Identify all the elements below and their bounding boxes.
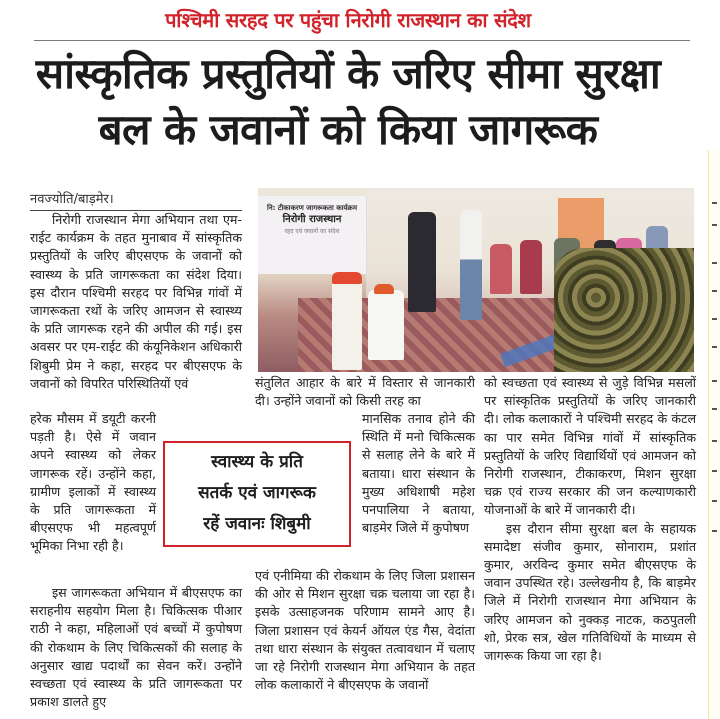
dateline: नवज्योति/बाड़मेर।: [30, 191, 242, 211]
photo-performer-turban: [332, 272, 362, 284]
photo-musician: [368, 290, 404, 360]
photo-musician-turban: [374, 284, 394, 294]
column-1-narrow: [30, 410, 156, 556]
col2-paragraph-narrow: मानसिक तनाव होने की स्थिति में मनो चिकित्सक से सलाह लेने के बारे में बताया। धारा संस्थान के मुख्य अधिशाषी महेश पनपालिया ने बताया, बाड़मेर जिले में कुपोषण: [362, 411, 475, 536]
column-1-top: [30, 211, 242, 393]
photo-speaker-casual: [460, 210, 482, 320]
edge-mark: [712, 500, 717, 502]
article-photo: [258, 188, 694, 372]
kicker-divider: [34, 40, 690, 41]
photo-audience-2: [520, 240, 542, 294]
edge-mark: [712, 262, 717, 264]
col1-paragraph-1-continued: हरेक मौसम में डयूटी करनी पड़ती है। ऐसे में जवान अपने स्वास्थ्य को लेकर जागरूक रहें। उन्होंने कहा, ग्रामीण इलाकों में स्वास्थ्य के प्रति जागरूकता में बीएसएफ भी महत्वपूर्ण भूमिका निभा रही है।: [30, 411, 156, 554]
edge-mark: [712, 470, 717, 472]
col2-paragraph-top: संतुलित आहार के बारे में विस्तार से जानकारी दी। उन्होंने जवानों को किसी तरह का: [255, 375, 475, 409]
edge-mark: [712, 408, 717, 410]
edge-mark: [712, 202, 717, 204]
col1-paragraph-2: इस जागरूकता अभियान में बीएसएफ का सराहनीय सहयोग मिला है। चिकित्सक पीआर राठी ने कहा, महिलाओं एवं बच्चों में कुपोषण की रोकथाम के लिए चिकित्सकों की सलाह के अनुसार खाद्य पदार्थों का सेवन करें। उन्होंने स्वच्छता एवं स्वास्थ्य के प्रति जागरूकता पर प्रकाश डालते हुए: [30, 585, 242, 710]
adjacent-page-edge: [708, 150, 720, 719]
photo-audience-1: [490, 244, 512, 294]
photo-banner-line-2: निरोगी राजस्थान: [282, 214, 342, 225]
edge-mark: [712, 380, 717, 382]
edge-mark: [712, 346, 717, 348]
col3-paragraph-2: इस दौरान सीमा सुरक्षा बल के सहायक समादेष्टा संजीव कुमार, सोनाराम, प्रशांत कुमार, अरविन्द कुमार समेत बीएसएफ के जवान उपस्थित रहे। उल्लेखनीय है, कि बाड़मेर जिले में निरोगी राजस्थान मेगा अभियान के जरिए आमजन को नुक्कड़ नाटक, कठपुतली शो, प्रेरक सत्र, खेल गतिविधियों के माध्यम से जागरूक किया जा रहा है।: [484, 520, 696, 664]
photo-bsf-soldiers: [554, 248, 694, 372]
edge-mark: [712, 440, 717, 442]
pull-quote-line-2: सतर्क एवं जागरूक: [198, 483, 316, 503]
edge-mark: [712, 530, 717, 532]
col2-paragraph-bottom: एवं एनीमिया की रोकथाम के लिए जिला प्रशासन की ओर से मिशन सुरक्षा चक्र चलाया जा रहा है। इसके उत्साहजनक परिणाम सामने आए है। जिला प्रशासन एवं केयर्न ऑयल एंड गैस, वेदांता तथा धारा संस्थान के संयुक्त तत्वावधान में चलाए जा रहे निरोगी राजस्थान मेगा अभियान के तहत लोक कलाकारों ने बीएसएफ के जवानों: [255, 568, 475, 693]
pull-quote-line-3: रहें जवानः शिबुमी: [203, 514, 311, 534]
photo-banner: [258, 196, 367, 274]
photo-performer: [332, 278, 362, 370]
photo-banner-line-1: नि: टीकाकरण जागरूकता कार्यक्रम: [266, 204, 357, 212]
article-headline: [0, 46, 696, 158]
pull-quote-line-1: स्वास्थ्य के प्रति: [211, 452, 303, 472]
column-1-bottom: [30, 584, 242, 711]
article-kicker: पश्चिमी सरहद पर पहुंचा निरोगी राजस्थान का संदेश: [165, 8, 531, 32]
col1-paragraph-1: निरोगी राजस्थान मेगा अभियान तथा एम-राईट कार्यक्रम के तहत मुनाबाव में सांस्कृतिक प्रस्तुतियों के जरिए बीएसएफ के जवानों को स्वास्थ्य के प्रति जागरूकता का संदेश दिया। इस दौरान पश्चिमी सरहद पर विभिन्न गांवों में जागरूकता रथों के जरिए आमजन से स्वास्थ्य के प्रति जागरूक रहने की अपील की गई। इस अवसर पर एम-राईट की कंयूनिकेशन अधिकारी शिबुमी प्रेम ने कहा, सरहद पर बीएसएफ के जवानों को विपरित परिस्थितियों एवं: [30, 212, 242, 391]
pull-quote-box: [163, 441, 351, 547]
edge-mark: [712, 224, 717, 226]
edge-mark: [712, 318, 717, 320]
edge-mark: [712, 290, 717, 292]
column-2-narrow: [362, 410, 475, 537]
column-2-bottom: [255, 567, 475, 694]
col3-paragraph-1: को स्वच्छता एवं स्वास्थ्य से जुड़े विभिन्न मसलों पर सांस्कृतिक प्रस्तुतियों के जरिए जानकारी दी। लोक कलाकारों ने पश्चिमी सरहद के कंटल का पार समेत विभिन्न गांवों में सांस्कृतिक प्रस्तुतियों के जरिए विद्यार्थियों एवं आमजन को निरोगी राजस्थान, टीकाकरण, मिशन सुरक्षा चक्र एवं राज्य सरकार की जन कल्याणकारी योजनाओं के बारे में जानकारी दी।: [484, 375, 696, 518]
headline-line-2: बल के जवानों को किया जागरूक: [98, 105, 598, 154]
headline-line-1: सांस्कृतिक प्रस्तुतियों के जरिए सीमा सुरक्षा: [35, 49, 661, 98]
photo-speaker-suit: [408, 212, 436, 312]
photo-banner-line-3: रहृद एवं जवानों का संदेश: [284, 228, 340, 235]
column-2-top: [255, 374, 475, 410]
column-3: [484, 374, 696, 665]
